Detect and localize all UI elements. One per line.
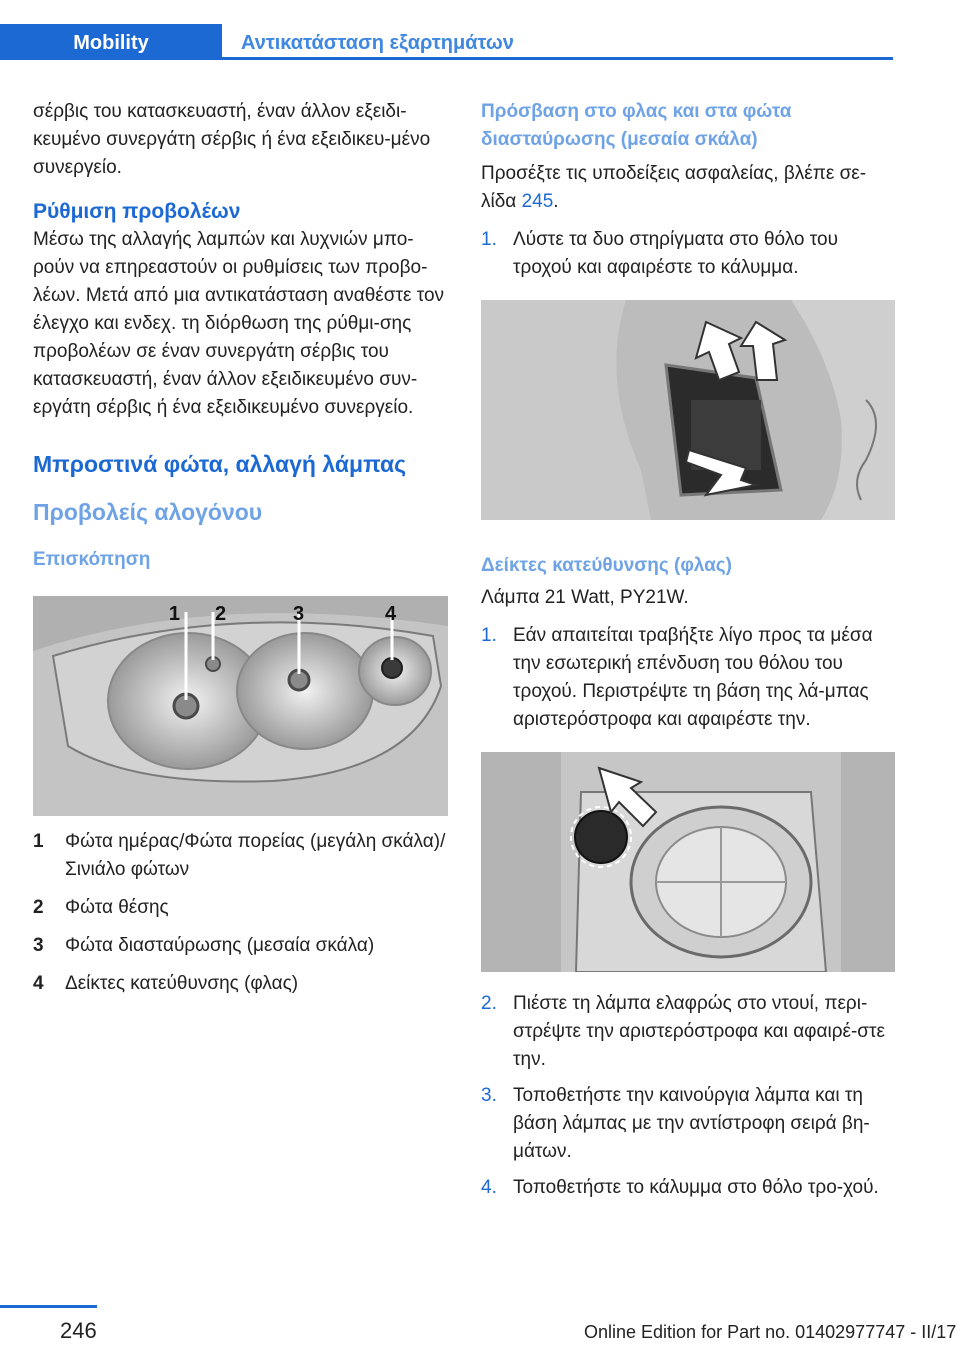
legend-number: 2 (33, 897, 44, 918)
lamp-socket-figure (481, 752, 895, 972)
heading-access: Πρόσβαση στο φλας και στα φώτα διασταύρωσης (μεσαία σκάλα) (481, 101, 792, 150)
page-number: 246 (60, 1318, 97, 1343)
left-column (33, 98, 449, 998)
figure-label-3: 3 (293, 603, 305, 625)
lamp-spec: Λάμπα 21 Watt, PY21W. (481, 587, 689, 608)
step-number: 4. (481, 1177, 497, 1198)
step-text: Τοποθετήστε το κάλυμμα στο θόλο τρο-χού. (513, 1177, 879, 1198)
legend-item-2 (33, 894, 449, 922)
right-column (481, 98, 895, 1202)
page-link[interactable]: 245 (521, 191, 554, 212)
heading-overview: Επισκόπηση (33, 549, 151, 570)
step-turn-1 (481, 622, 895, 734)
adjust-paragraph: Μέσω της αλλαγής λαμπών και λυχνιών μπο-ρούν να επηρεαστούν οι ρυθμίσεις των προβο-λέων. Μετά από μια αντικατάσταση αναθέστε τον έλεγχο και ενδεχ. τη διόρθωση της ρύθμι-σης προβολέων σε έναν συνεργάτη σέρβις του κατασκευαστή, έναν άλλον εξειδικευμένο συν-εργάτη σέρβις ή ένα εξειδικευμένο συνεργείο. (33, 229, 445, 418)
legend-text: Φώτα θέσης (65, 897, 169, 918)
legend-item-1 (33, 828, 449, 884)
legend-text: Φώτα ημέρας/Φώτα πορείας (μεγάλη σκάλα)/Σινιάλο φώτων (65, 831, 446, 880)
legend-item-3 (33, 932, 449, 960)
headlight-figure (33, 596, 448, 816)
page-header (0, 24, 893, 60)
figure-legend (33, 828, 449, 998)
intro-paragraph: σέρβις του κατασκευαστή, έναν άλλον εξειδι-κευμένο συνεργάτη σέρβις ή ένα εξειδικευ-μένο συνεργείο. (33, 101, 431, 178)
header-rule (0, 57, 893, 60)
step-number: 3. (481, 1085, 497, 1106)
legend-item-4 (33, 970, 449, 998)
step-text: Λύστε τα δυο στηρίγματα στο θόλο του τροχού και αφαιρέστε το κάλυμμα. (513, 229, 838, 278)
step-number: 2. (481, 993, 497, 1014)
step-turn-2 (481, 990, 895, 1074)
heading-turn-signal: Δείκτες κατεύθυνσης (φλας) (481, 555, 732, 576)
cover-removal-figure (481, 300, 895, 520)
tab-mobility[interactable]: Mobility (0, 24, 222, 60)
safety-end: . (553, 191, 559, 212)
legend-number: 1 (33, 831, 44, 852)
step-turn-3 (481, 1082, 895, 1166)
step-text: Πιέστε τη λάμπα ελαφρώς στο ντουί, περι-στρέψτε την αριστερόστροφα και αφαιρέ-στε την. (513, 993, 886, 1070)
heading-halogen: Προβολείς αλογόνου (33, 499, 263, 525)
edition-note: Online Edition for Part no. 01402977747 - II/17 (584, 1322, 957, 1342)
figure-label-2: 2 (215, 603, 227, 625)
step-access-1 (481, 226, 895, 282)
legend-text: Δείκτες κατεύθυνσης (φλας) (65, 973, 299, 994)
step-number: 1. (481, 229, 497, 250)
step-number: 1. (481, 625, 497, 646)
step-turn-4 (481, 1174, 895, 1202)
tab-section[interactable]: Αντικατάσταση εξαρτημάτων (241, 32, 514, 54)
figure-label-1: 1 (168, 603, 180, 625)
legend-number: 4 (33, 973, 44, 994)
legend-number: 3 (33, 935, 44, 956)
safety-text: Προσέξτε τις υποδείξεις ασφαλείας, βλέπε σε-λίδα (481, 163, 867, 212)
safety-paragraph (481, 160, 895, 216)
step-text: Εάν απαιτείται τραβήξτε λίγο προς τα μέσα την εσωτερική επένδυση του θόλου του τροχού. Περιστρέψτε τη βάση της λά-μπας αριστερόστροφα και αφαιρέστε την. (513, 625, 873, 730)
footer-rule (0, 1305, 97, 1308)
heading-adjust: Ρύθμιση προβολέων (33, 200, 241, 223)
legend-text: Φώτα διασταύρωσης (μεσαία σκάλα) (65, 935, 375, 956)
steps-remaining (481, 990, 895, 1202)
heading-front-lights: Μπροστινά φώτα, αλλαγή λάμπας (33, 451, 407, 477)
figure-label-4: 4 (385, 603, 397, 625)
step-text: Τοποθετήστε την καινούργια λάμπα και τη βάση λάμπας με την αντίστροφη σειρά βη-μάτων. (513, 1085, 870, 1162)
